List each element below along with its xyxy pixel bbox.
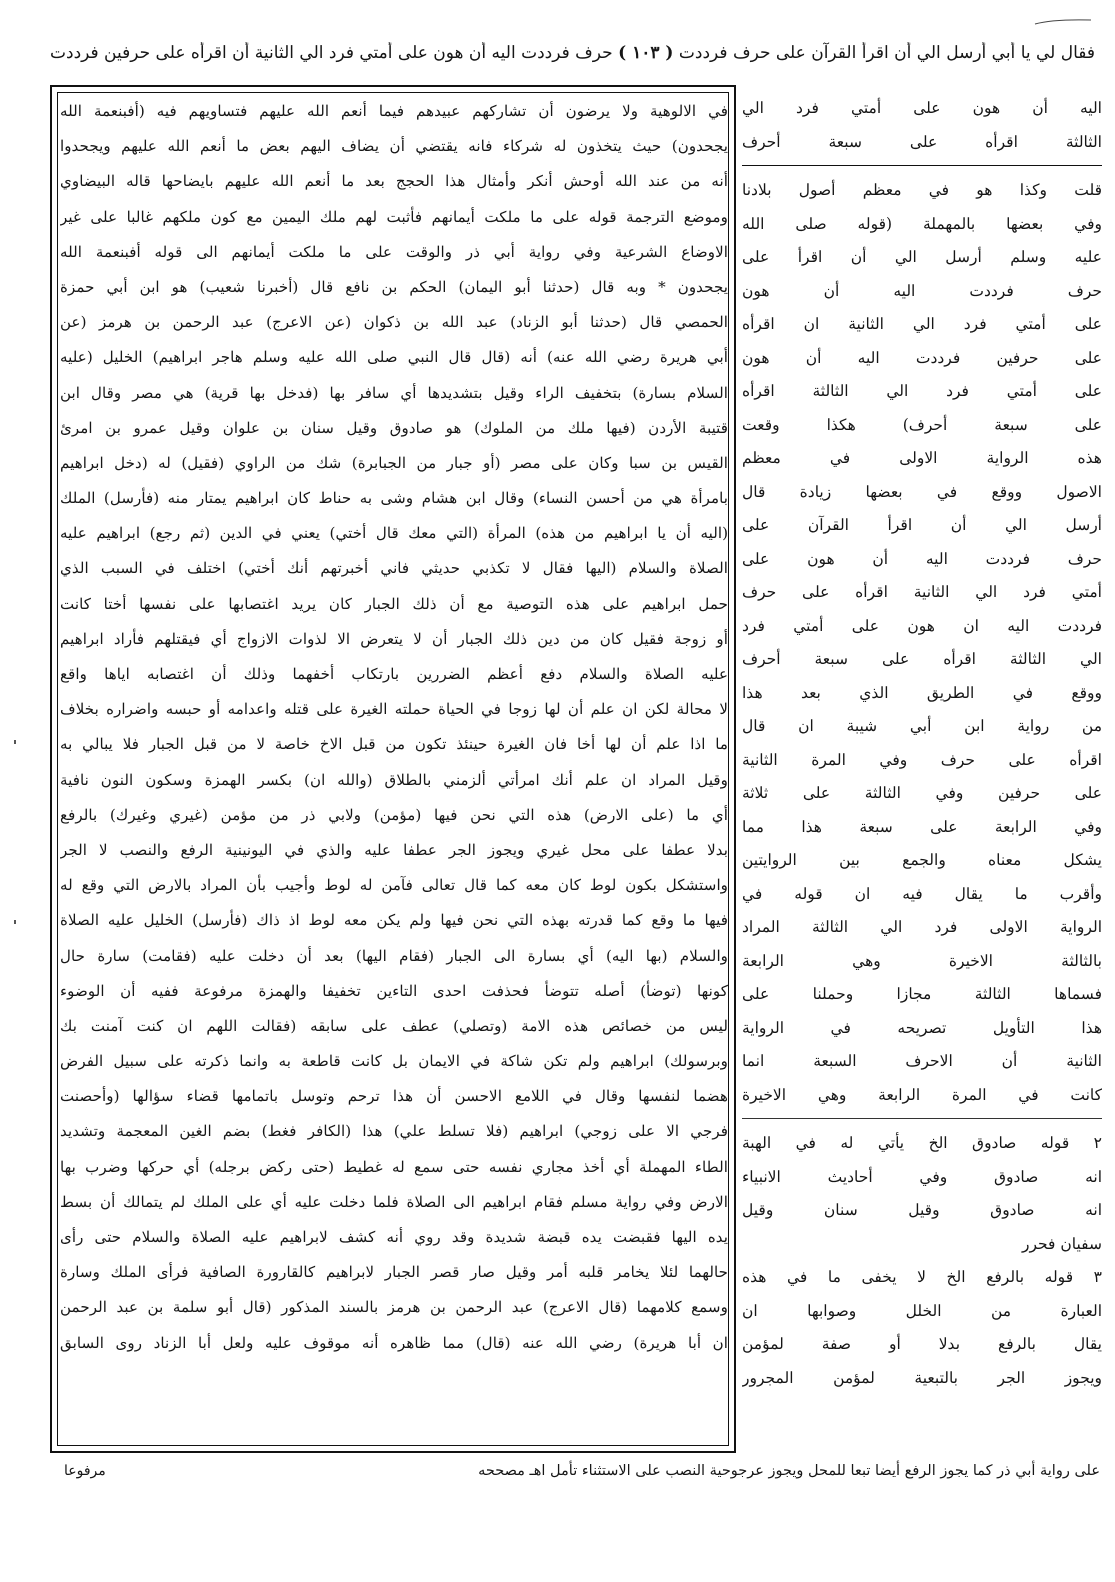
text-line: حمل ابراهيم على هذه التوصية مع أن ذلك الجبار كان يريد اغتصابها على نفسها أختا كانت [60,594,728,613]
text-line: ٣ قوله بالرفع الخ لا يخفى ما في هذه [742,1268,1102,1286]
text-line: الطاء المهملة أي أخذ مجاري نفسه حتى سمع له غطيط (حتى ركض برجله) أي حركها وضرب بها [60,1157,728,1176]
header-text-left: حرف فرددت اليه أن هون على أمتي فرد الي الثانية أن اقرأه على حرفين فرددت [50,43,613,63]
text-line: وفي الرابعة على سبعة هذا مما [742,817,1102,836]
text-line: العبارة من الخلل وصوابها ان [742,1301,1102,1320]
text-line: اقرأه على حرف وفي المرة الثانية [742,750,1102,769]
text-line: على حرفين فرددت اليه أن هون [742,348,1102,367]
running-header [50,42,1095,86]
text-line: الحمصي قال (حدثنا أبو الزناد) عبد الله بن ذكوان (عن الاعرج) عبد الرحمن بن هرمز (عن [60,313,728,332]
text-line: في الالوهية ولا يرضون أن تشاركهم عبيدهم فيما أنعم الله عليهم فتساويهم فيه (أفبنعمة الله [60,102,728,120]
header-text-right: فقال لي يا أبي أرسل الي أن اقرأ القرآن على حرف فرددت [678,43,1095,63]
text-line: قلت وكذا هو في معظم أصول بلادنا [742,181,1102,199]
text-line: الارض وفي رواية مسلم فقام ابراهيم الى الصلاة فلما دخلت عليه أي على الملك لم يتمالك أن بسط [60,1192,728,1211]
text-line: حرف فرددت اليه أن هون على [742,549,1102,568]
text-line: الثانية أن الاحرف السبعة انما [742,1052,1102,1070]
text-line: بالثالثة الاخيرة وهي الرابعة [742,951,1102,970]
margin-divider [742,165,1102,166]
text-line: ان أبا هريرة) رضي الله عنه (قال) مما ظاهره أنه موقوف عليه ولعل أبا الزناد روى السابق [60,1333,728,1352]
text-line: وسمع كلامهما (قال الاعرج) عبد الرحمن بن هرمز بالسند المذكور (قال أبو سلمة بن عبد الرحمن [60,1298,728,1317]
text-line: يجحدون * وبه قال (حدثنا أبو اليمان) الحكم بن نافع قال (أخبرنا شعيب) هو ابن أبي حمزة [60,277,728,296]
text-line: القيس بن سبا وكان على مصر (أو جبار من الجبابرة) شك من الراوي (فقيل) له (دخل ابراهيم [60,453,728,472]
text-line: وموضع الترجمة قوله على ما ملكت أيمانهم فأثبت لهم ملك اليمين مع كون ملكهم غالبا على غير [60,207,728,226]
text-line: فسماها الثالثة مجازا وحملنا على [742,985,1102,1003]
text-line: اليه أن هون على أمتي فرد الي [742,99,1102,117]
text-line: يقال بالرفع بدلا أو صفة لمؤمن [742,1335,1102,1353]
text-line: فرجي الا على زوجي) ابراهيم (فلا تسلط علي) هذا (الكافر فغط) بضم الغين المعجمة وتشديد [60,1122,728,1141]
margin-commentary [742,174,1102,1112]
text-line: سفيان فحرر [1022,1234,1102,1253]
text-line: بدلا عطفا على محل غيري ويجوز الجر عطفا عليه والذي في اليونينية الرفع والنصب لا الجر [60,840,728,859]
margin-continuation [742,92,1102,159]
text-line: هذه الرواية الاولى في معظم [742,449,1102,467]
text-line: ليس من خصائص هذه الامة (وتصلي) عطف على سابقه (فقالت اللهم ان كنت آمنت بك [60,1016,728,1035]
text-line: وأقرب ما يقال فيه ان قوله في [742,884,1102,903]
text-line: أو زوجة فقيل كان من دين ذلك الجبار أن لا يتعرض الا لذوات الازواج أي فيقتلهم فأراد ابراهيم [60,629,728,648]
text-line: كانت في المرة الرابعة وهي الاخيرة [742,1085,1102,1104]
text-line: حالهما لئلا يخامر قلبه أمر وقيل صار قصر الجبار لابراهيم كالقارورة الصافية فرأى الملك وسارة [60,1263,728,1282]
text-line: انه صادوق وفي أحاديث الانبياء [742,1167,1102,1186]
margin-column [742,92,1102,1492]
edge-speck [14,920,16,924]
text-line: الصلاة والسلام (اليها فقال لا تكذبي حديثي فاني أخبرتهم أنك أختي) اختلف في السبب الذي [60,559,728,578]
text-line: أبي هريرة رضي الله عنه) أنه (قال قال النبي صلى الله عليه وسلم هاجر ابراهيم) الخليل (عليه [60,348,728,367]
text-line: ٢ قوله صادوق الخ يأتي له في الهبة [742,1134,1102,1152]
text-line: على أمتي فرد الي الثانية ان اقرأه [742,315,1102,333]
text-line: من رواية ابن أبي شيبة ان قال [742,717,1102,735]
text-line: الاصول ووقع في بعضها زيادة قال [742,482,1102,501]
text-line: يده اليها فقبضت يده قبضة شديدة وقد روي أنه كشف لابراهيم عليه الصلاة والسلام حتى رأى [60,1228,728,1246]
text-line: أمتي فرد الي الثانية اقرأه على حرف [742,583,1102,601]
text-line: هضما لنفسها وقال في اللامع الاحسن أن هذا ترحم وتوسل باتمامها قضاء سؤالها (وأحصنت [60,1087,728,1106]
text-line: الي الثالثة اقرأه على سبعة أحرف [742,650,1102,668]
text-line: ووقع في الطريق الذي بعد هذا [742,683,1102,702]
text-line: أنه من عند الله أوحش أنكر وأمثال هذا الحجج بعد ما أنعم الله عليهم بايضاحها قاله البيضاوي [60,172,728,191]
corner-pen-mark [1033,18,1093,26]
edge-speck [14,740,16,744]
text-line: الاوضاع الشرعية وفي رواية أبي ذر والوقت على ما ملكت أيمانهم الى قوله أفبنعمة الله [60,242,728,261]
margin-footnote-1 [742,1127,1102,1261]
text-line: ويجوز الجر بالتبعية لمؤمن المجرور [742,1368,1102,1387]
text-line: يجحدون) حيث يتخذون له شركاء فانه يقتضي أن يضاف اليهم بعض ما أنعم الله عليهم ويجحدوا [60,137,728,156]
page-number: ( ١٠٣ ) [618,43,674,63]
text-line: أرسل الي أن اقرأ القرآن على [742,516,1102,534]
text-line: وفي بعضها بالمهملة (قوله صلى الله [742,214,1102,233]
text-line: على حرفين وفي الثالثة على ثلاثة [742,784,1102,802]
text-line: والسلام (بها اليه) أي بسارة الى الجبار (فقام اليها) بعد أن دخلت عليه (فقامت) سارة حال [60,946,728,965]
text-line: بامرأة هي من أحسن النساء) وقال ابن هشام وشى به حناط كان ابراهيم يمتار منه (فأرسل) الملك [60,489,728,508]
text-line: انه صادوق وقيل سنان وقيل [742,1201,1102,1219]
text-line: يشكل معناه والجمع بين الروايتين [742,851,1102,869]
text-line: وقيل المراد ان علم أنك امرأتي ألزمني بالطلاق (والله ان) بكسر الهمزة وسكون النون نافية [60,770,728,789]
text-line: فيها ما وقع كما قدرته بهذه التي نحن فيها ولم يكن معه لوط اذ ذاك (فأرسل) الخليل عليه الصلاة [60,911,728,930]
text-line: على أمتي فرد الي الثالثة اقرأه [742,382,1102,400]
text-line: الثالثة اقرأه على سبعة أحرف [742,132,1102,151]
margin-footnote-2 [742,1261,1102,1395]
text-line: ما اذا علم أن لها أخا فان الغيرة حينئذ تكون من قبل الاخ خاصة لا من قبل الجبار فلا يبالي به [60,735,728,754]
catchword: مرفوعا [64,1463,106,1479]
text-line: أي ما (على الارض) هذه التي نحن فيها (مؤمن) ولابي ذر من مؤمن (غيري وغيرك) بالرفع [60,805,728,824]
bottom-footnote: على رواية أبي ذر كما يجوز الرفع أيضا تبعا للمحل ويجوز عرجوحية النصب على الاستثناء تأمل اهـ مصححه [478,1463,1100,1479]
text-line: هذا التأويل تصريحه في الرواية [742,1018,1102,1037]
footnote-divider [742,1118,1102,1119]
main-commentary-column [60,94,728,1450]
text-line: على سبعة أحرف) هكذا وقعت [742,415,1102,434]
text-line: لا محالة لكن ان علم أن لها زوجا في الحياة حملته الغيرة على قتله واعدامه أو حبسه واضراره بخلاف [60,700,728,719]
text-line: الرواية الاولى فرد الي الثالثة المراد [742,918,1102,936]
text-line: (اليه أن يا ابراهيم من هذه) المرأة (التي معك قال أختي) يعني في الدين (ثم رجع) ابراهيم عليه [60,524,728,543]
text-line: قتيبة الأردن (فيها ملك من الملوك) هو صادوق وقيل سنان بن علوان وقيل عمرو بن امرئ [60,418,728,437]
text-line: السلام بسارة) بتخفيف الراء وقيل بتشديدها أي سافر بها (فدخل بها قرية) هي مصر وقال ابن [60,383,728,402]
text-line: حرف فرددت اليه أن هون [742,281,1102,300]
text-line: واستشكل بكون لوط كان معه كما قال تعالى فآمن له لوط وأجيب بأن المراد بالارض التي وقع له [60,876,728,895]
text-line: عليه الصلاة والسلام دفع أعظم الضررين بارتكاب أخفهما وذلك أن اغتصابه اياها واقع [60,665,728,683]
text-line: وبرسولك) ابراهيم ولم تكن شاكة في الايمان بل كانت قاطعة به وانما ذكرته على سبيل الفرض [60,1052,728,1071]
text-line: كونها (توضأ) أصله تتوضأ فحذفت احدى التاءين تخفيفا والهمزة مرفوعة ففيه أن الوضوء [60,981,728,1000]
text-line: عليه وسلم أرسل الي أن اقرأ على [742,248,1102,266]
text-line: فرددت اليه ان هون على أمتي فرد [742,616,1102,635]
